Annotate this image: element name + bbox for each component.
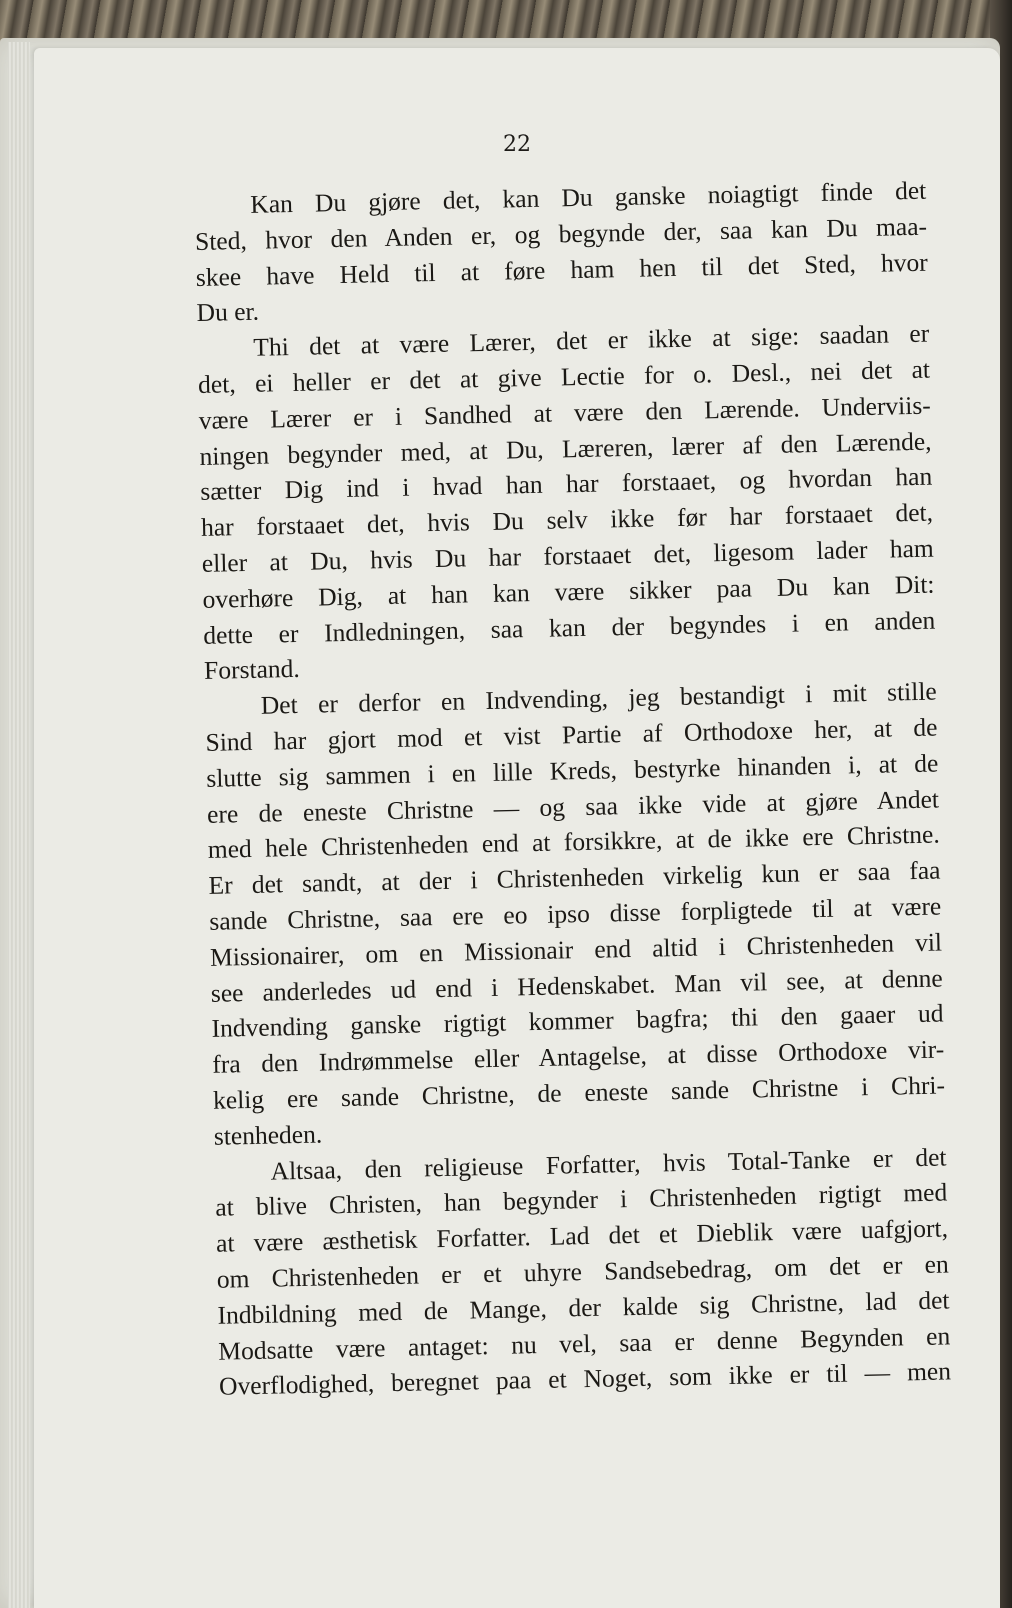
text-line: Du er. xyxy=(196,297,260,328)
text-line: har forstaaet det, hvis Du selv ikke før har forstaaet det, xyxy=(200,497,934,543)
text-line: Modsatte være antaget: nu vel, saa er denne Begynden en xyxy=(218,1320,951,1366)
text-line: være Lærer er i Sandhed at være den Lærende. Underviis- xyxy=(198,390,932,435)
text-line: Indvending ganske rigtigt kommer bagfra; thi den gaaer ud xyxy=(211,998,944,1044)
text-line: det, ei heller er det at give Lectie for o. Desl., nei det at xyxy=(197,354,931,399)
text-line: Sind har gjort mod et vist Partie af Orthodoxe her, at de xyxy=(205,712,938,757)
text-line: Missionairer, om en Missionair end altid i Christenheden vil xyxy=(209,927,943,972)
text-line: om Christenheden er et uhyre Sandsebedrag, om det er en xyxy=(216,1249,949,1294)
text-line: dette er Indledningen, saa kan der begyndes i en anden xyxy=(203,605,936,650)
text-line: Sted, hvor den Anden er, og begynde der, saa kan Du maa- xyxy=(194,211,928,256)
text-line: stenheden. xyxy=(213,1119,323,1151)
body-text xyxy=(194,173,951,1405)
text-line: med hele Christenheden end at forsikkre, at de ikke ere Christne. xyxy=(207,819,941,865)
text-line: Er det sandt, at der i Christenheden virkelig kun er saa faa xyxy=(208,855,941,900)
text-line: fra den Indrømmelse eller Antagelse, at disse Orthodoxe vir- xyxy=(212,1034,945,1079)
text-line: overhøre Dig, at han kan være sikker paa Du kan Dit: xyxy=(202,569,935,614)
text-line: Indbildning med de Mange, der kalde sig Christne, lad det xyxy=(217,1285,950,1330)
page-number: 22 xyxy=(503,132,531,157)
text-line: eller at Du, hvis Du har forstaaet det, ligesom lader ham xyxy=(201,533,935,578)
text-line: Altsaa, den religieuse Forfatter, hvis Total-Tanke er det xyxy=(270,1141,947,1186)
text-line: Kan Du gjøre det, kan Du ganske noiagtigt finde det xyxy=(250,175,927,219)
text-line: skee have Held til at føre ham hen til det Sted, hvor xyxy=(195,247,929,292)
text-line: slutte sig sammen i en lille Kreds, bestyrke hinanden i, at de xyxy=(206,748,939,793)
text-line: ningen begynder med, at Du, Læreren, lærer af den Lærende, xyxy=(199,426,932,471)
text-line: Det er derfor en Indvending, jeg bestandigt i mit stille xyxy=(260,676,938,720)
text-line: Thi det at være Lærer, det er ikke at sige: saadan er xyxy=(253,318,930,362)
text-line: ere de eneste Christne — og saa ikke vide at gjøre Andet xyxy=(206,784,940,829)
book-page xyxy=(34,48,1000,1608)
text-line: at være æsthetisk Forfatter. Lad det et Dieblik være uafgjort, xyxy=(215,1213,949,1258)
text-line: Overflodighed, beregnet paa et Noget, som ikke er til — men xyxy=(218,1356,952,1402)
text-line: sætter Dig ind i hvad han har forstaaet, og hvordan han xyxy=(200,461,933,507)
text-line: sande Christne, saa ere eo ipso disse forpligtede til at være xyxy=(209,891,942,936)
text-line: kelig ere sande Christne, de eneste sande Christne i Chri- xyxy=(212,1070,946,1115)
text-line: see anderledes ud end i Hedenskabet. Man vil see, at denne xyxy=(210,963,944,1008)
text-line: at blive Christen, han begynder i Christenheden rigtigt med xyxy=(215,1177,948,1223)
text-line: Forstand. xyxy=(203,654,301,686)
